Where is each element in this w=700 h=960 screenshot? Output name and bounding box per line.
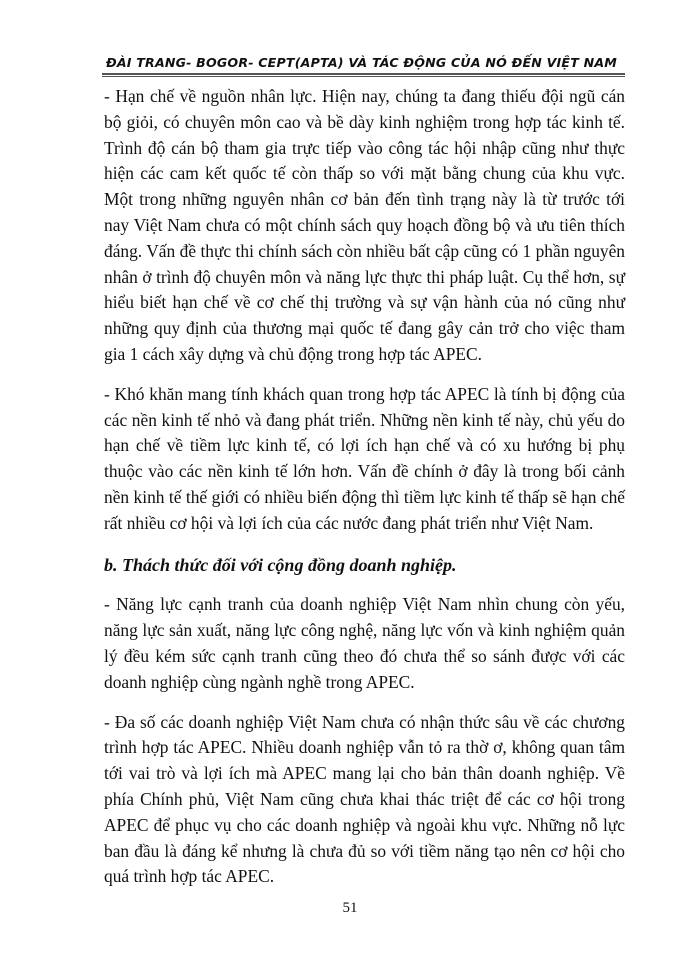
paragraph-competitiveness: - Năng lực cạnh tranh của doanh nghiệp Việt Nam nhìn chung còn yếu, năng lực sản xuất, năng lực công nghệ, năng lực vốn và kinh nghiệm quản lý đều kém sức cạnh tranh cũng theo đó chưa thể so sánh được với các doanh nghiệp cùng ngành nghề trong APEC. [104, 594, 625, 692]
paragraph-passive-economies: - Khó khăn mang tính khách quan trong hợp tác APEC là tính bị động của các nền kinh tế nhỏ và đang phát triển. Những nền kinh tế này, chủ yếu do hạn chế về tiềm lực kinh tế, có lợi ích hạn chế và có xu hướng bị phụ thuộc vào các nền kinh tế lớn hơn. Vấn đề chính ở đây là trong bối cảnh nền kinh tế thế giới có nhiều biến động thì tiềm lực kinh tế thấp sẽ hạn chế rất nhiều cơ hội và lợi ích của các nước đang phát triển như Việt Nam. [104, 383, 625, 533]
paragraph-awareness: - Đa số các doanh nghiệp Việt Nam chưa có nhận thức sâu về các chương trình hợp tác APEC. Nhiều doanh nghiệp vẫn tỏ ra thờ ơ, không quan tâm tới vai trò và lợi ích mà APEC mang lại cho bản thân doanh nghiệp. Về phía Chính phủ, Việt Nam cũng chưa khai thác triệt để các cơ hội trong APEC để phục vụ cho các doanh nghiệp và ngoài khu vực. Những nỗ lực ban đầu là đáng kể nhưng là chưa đủ so với tiềm năng tạo nên cơ hội cho quá trình hợp tác APEC. [104, 711, 625, 887]
section-heading: b. Thách thức đối với cộng đồng doanh nghiệp. [104, 554, 457, 575]
page-number: 51 [342, 900, 358, 916]
running-header: ĐÀI TRANG- BOGOR- CEPT(APTA) VÀ TÁC ĐỘNG CỦA NÓ ĐẾN VIỆT NAM [106, 55, 618, 70]
paragraph-human-resources: - Hạn chế về nguồn nhân lực. Hiện nay, chúng ta đang thiếu đội ngũ cán bộ giỏi, có chuyên môn cao và bề dày kinh nghiệm trong hợp tác kinh tế. Trình độ cán bộ tham gia trực tiếp vào công tác hội nhập cũng như thực hiện các cam kết quốc tế còn thấp so với mặt bằng chung của khu vực. Một trong những nguyên nhân cơ bản đến tình trạng này là từ trước tới nay Việt Nam chưa có một chính sách quy hoạch đồng bộ và ưu tiên thích đáng. Vấn đề thực thi chính sách còn nhiều bất cập cũng có 1 phần nguyên nhân ở trình độ chuyên môn và năng lực thực thi pháp luật. Cụ thể hơn, sự hiểu biết hạn chế về cơ chế thị trường và sự vận hành của nó cũng như những quy định của thương mại quốc tế đang gây cản trở cho việc tham gia 1 cách xây dựng và chủ động trong hợp tác APEC. [104, 86, 625, 364]
body-text [104, 84, 625, 904]
header-divider [102, 73, 625, 77]
